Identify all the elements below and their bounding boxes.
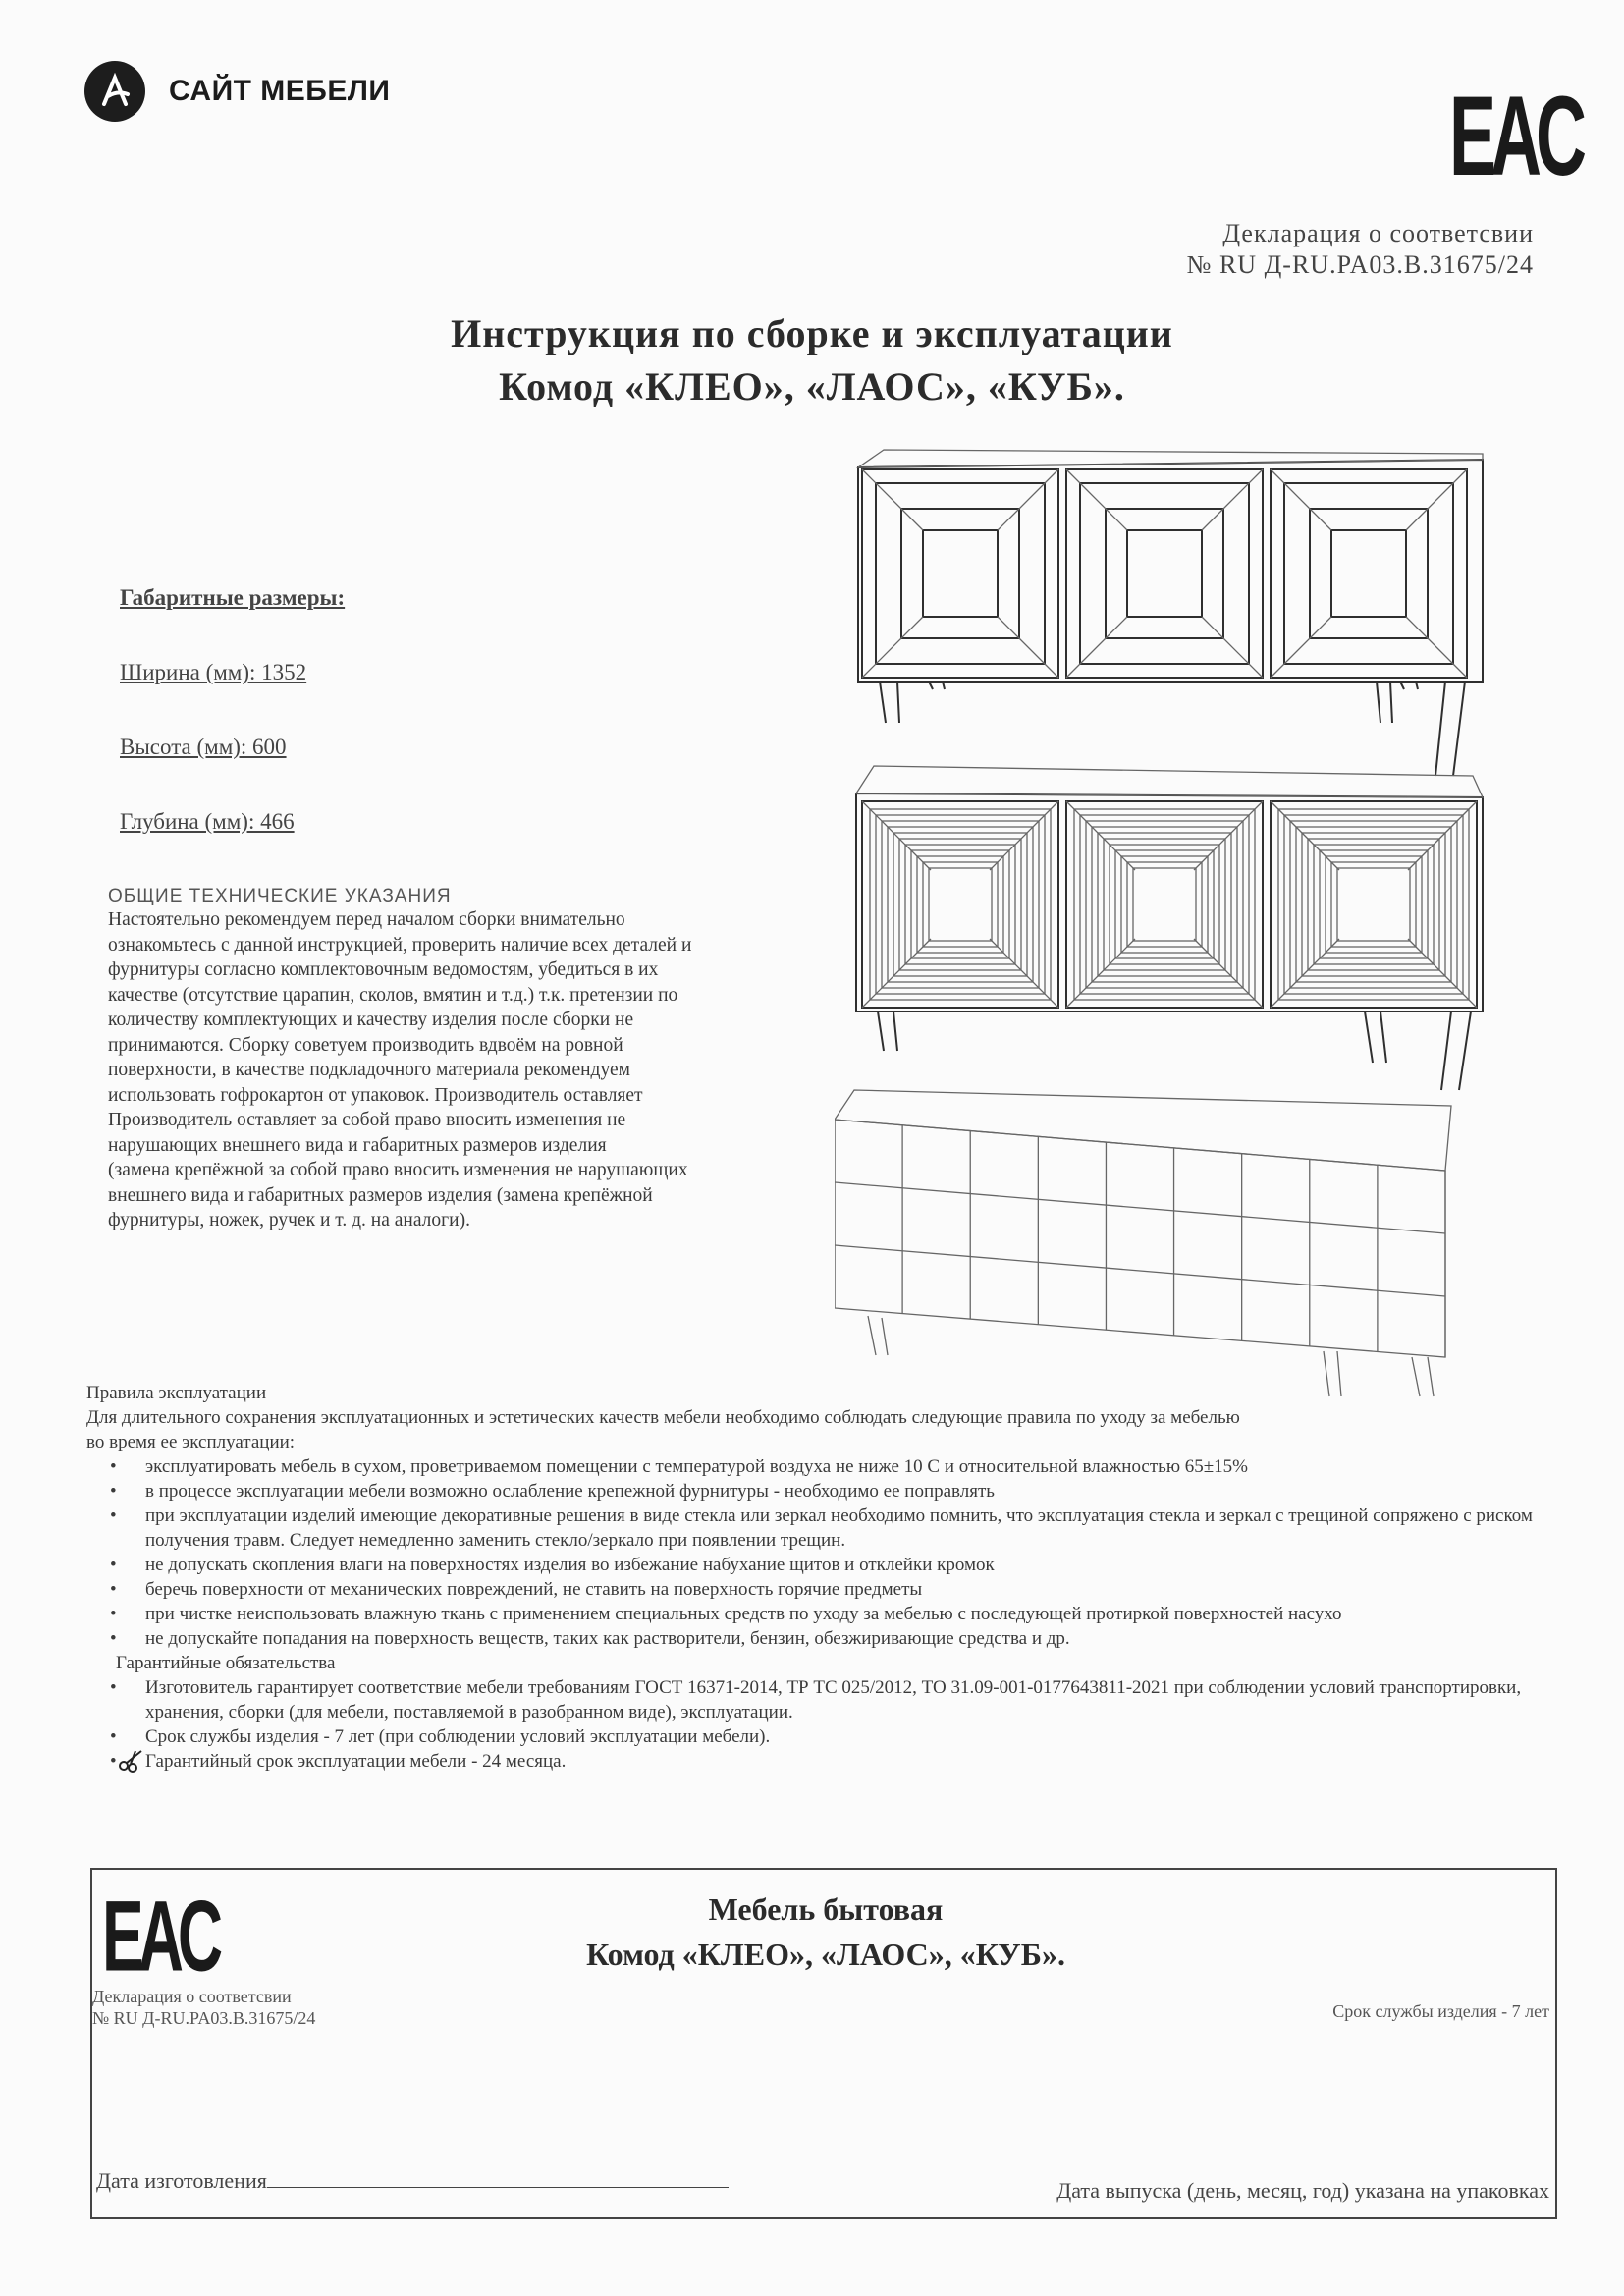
label-eac-mark: EAC (102, 1879, 218, 1993)
general-text (108, 907, 854, 1233)
label-service-life: Срок службы изделия - 7 лет (1332, 2001, 1549, 2021)
furniture-drawings (835, 442, 1502, 1404)
general-line: использовать гофрокартон от упаковок. Производитель оставляет (108, 1084, 643, 1106)
operation-heading: Правила эксплуатации (86, 1383, 267, 1403)
list-item: • при чистке неиспользовать влажную ткань с применением специальных средств по уходу за мебелью с последующей протиркой поверхностей насухо (110, 1602, 1579, 1626)
brand-logo-icon (84, 61, 145, 122)
general-line: количеству комплектующих и качеству изделия после сборки не (108, 1010, 634, 1030)
general-line: ознакомьтесь с данной инструкцией, проверить наличие всех деталей и (108, 934, 692, 956)
laos-drawing (856, 766, 1483, 1090)
general-line: внешнего вида и габаритных размеров изделия (замена крепёжной (108, 1184, 653, 1206)
label-manufacture-date: Дата изготовления (96, 2168, 729, 2194)
label-declaration: Декларация о соответсвии № RU Д-RU.PA03.B.31675/24 (92, 1987, 316, 2028)
cleo-drawing (858, 450, 1483, 776)
general-line: качестве (отсутствие царапин, сколов, вмятин и т.д.) т.к. претензии по (108, 984, 678, 1006)
declaration (982, 218, 1534, 281)
cube-drawing (835, 1090, 1451, 1396)
dimensions-heading: Габаритные размеры: (120, 585, 346, 610)
general-line: Настоятельно рекомендуем перед началом сборки внимательно (108, 909, 625, 930)
list-item: • Изготовитель гарантирует соответствие мебели требованиям ГОСТ 16371-2014, ТР ТС 025/2012, ТО 31.09-001-0177643811-2021 при соблюдении условий транспортировки, хранения, сборки (для мебели, поставляемой в разобранном виде), эксплуатации. (110, 1675, 1579, 1724)
general-line: принимаются. Сборку советуем производить вдвоём на ровной (108, 1034, 623, 1056)
dimension-height: Высота (мм): 600 (120, 735, 287, 759)
page-title: Инструкция по сборке и эксплуатации (451, 311, 1173, 355)
brand-name: САЙТ МЕБЕЛИ (169, 75, 391, 107)
label-subtitle: Комод «КЛЕО», «ЛАОС», «КУБ». (586, 1937, 1065, 1972)
cleo-door (1066, 469, 1263, 678)
list-item: • не допускайте попадания на поверхность веществ, таких как растворители, бензин, обезжиривающие средства и др. (110, 1626, 1579, 1651)
label-title: Мебель бытовая (708, 1891, 944, 1927)
operation-rules (86, 1381, 1579, 1774)
product-label (90, 1868, 1557, 2219)
label-issue-date-note: Дата выпуска (день, месяц, год) указана на упаковках (1056, 2178, 1549, 2203)
list-item: • Гарантийный срок эксплуатации мебели - 24 месяца. (110, 1749, 1579, 1774)
list-item: • Срок службы изделия - 7 лет (при соблюдении условий эксплуатации мебели). (110, 1724, 1579, 1749)
warranty-bullets (110, 1675, 1579, 1774)
general-instructions (108, 886, 854, 1233)
general-line: поверхности, в качестве подкладочного материала рекомендуем (108, 1060, 630, 1080)
general-heading: ОБЩИЕ ТЕХНИЧЕСКИЕ УКАЗАНИЯ (108, 886, 452, 906)
cleo-door (1271, 469, 1467, 678)
general-line: Производитель оставляет за собой право вносить изменения не (108, 1110, 626, 1130)
declaration-line-1: Декларация о соответсвии (1222, 219, 1534, 247)
list-item: • эксплуатировать мебель в сухом, проветриваемом помещении с температурой воздуха не ниже 10 С и относительной влажностью 65±15% (110, 1454, 1579, 1479)
declaration-number: № RU Д-RU.PA03.B.31675/24 (1186, 250, 1534, 279)
list-item: • беречь поверхности от механических повреждений, не ставить на поверхность горячие предметы (110, 1577, 1579, 1602)
list-item: • не допускать скопления влаги на поверхностях изделия во избежание набухание щитов и отклейки кромок (110, 1553, 1579, 1577)
eac-mark: EAC (1449, 74, 1582, 200)
cleo-door (862, 469, 1058, 678)
list-item: • при эксплуатации изделий имеющие декоративные решения в виде стекла или зеркал необходимо помнить, что эксплуатация стекла и зеркал с трещиной сопряжено с риском получения травм. Следует немедленно заменить стекло/зеркало при появлении трещин. (110, 1503, 1579, 1553)
operation-bullets (110, 1454, 1579, 1651)
warranty-heading: Гарантийные обязательства (116, 1653, 336, 1673)
page-subtitle: Комод «КЛЕО», «ЛАОС», «КУБ». (499, 364, 1125, 409)
general-line: фурнитуры согласно комплектовочным ведомостям, убедиться в их (108, 959, 659, 980)
general-line: (замена крепёжной за собой право вносить изменения не нарушающих (108, 1160, 688, 1180)
general-line: фурнитуры, ножек, ручек и т. д. на аналоги). (108, 1210, 470, 1230)
list-item: • в процессе эксплуатации мебели возможно ослабление крепежной фурнитуры - необходимо ее поправлять (110, 1479, 1579, 1503)
operation-intro: Для длительного сохранения эксплуатационных и эстетических качеств мебели необходимо соблюдать следующие правила по уходу за мебелью (86, 1407, 1240, 1428)
dimension-width: Ширина (мм): 1352 (120, 660, 307, 684)
scissors-icon (118, 1749, 145, 1779)
operation-intro-2: во время ее эксплуатации: (86, 1432, 296, 1452)
general-line: нарушающих внешнего вида и габаритных размеров изделия (108, 1134, 607, 1156)
brand-header (84, 61, 391, 122)
dimension-depth: Глубина (мм): 466 (120, 809, 295, 834)
